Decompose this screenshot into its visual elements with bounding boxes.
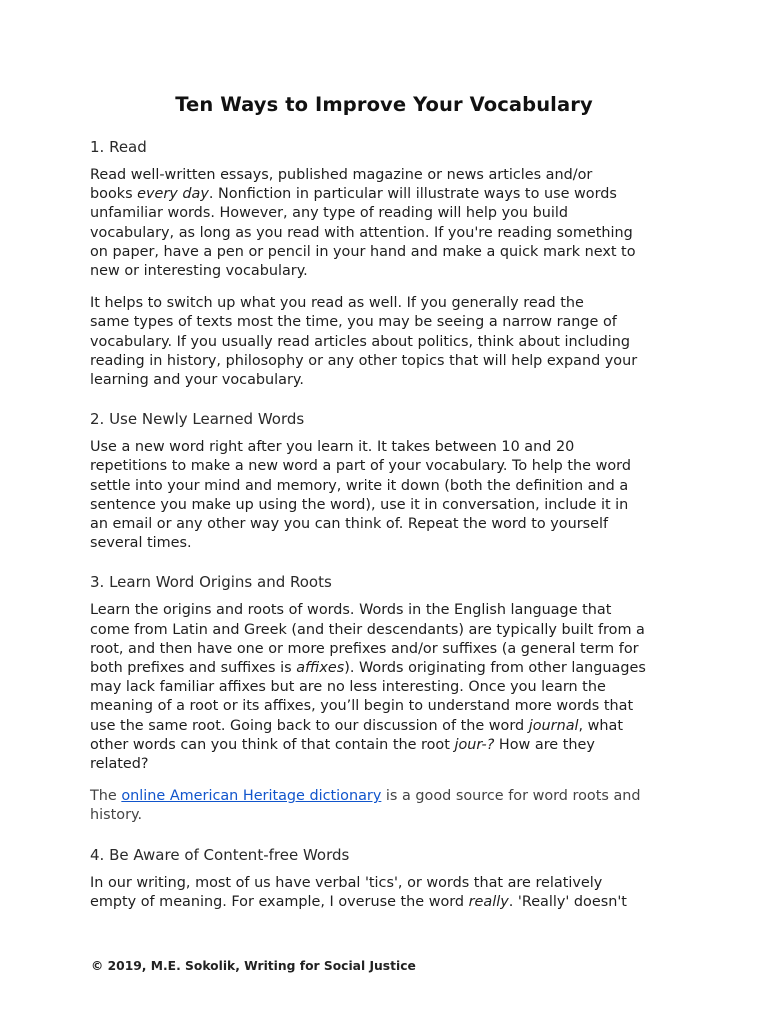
paragraph-line: It helps to switch up what you read as well. If you generally read the [90, 295, 584, 312]
section-word-origins [90, 572, 690, 825]
emphasized-text: really [468, 893, 509, 910]
section-heading: 3. Learn Word Origins and Roots [90, 573, 332, 592]
text-span: ). Words originating from other languages [344, 660, 646, 677]
paragraph-line: same types of texts most the time, you may be seeing a narrow range of [90, 314, 617, 331]
emphasized-text: every day [137, 186, 209, 203]
paragraph-line: root, and then have one or more prefixes and/or suffixes (a general term for [90, 640, 639, 657]
paragraph-line: learning and your vocabulary. [90, 372, 304, 389]
text-span: books [90, 186, 138, 203]
paragraph-line: settle into your mind and memory, write it down (both the definition and a [90, 477, 629, 494]
paragraph-line: vocabulary, as long as you read with attention. If you're reading something [90, 224, 633, 241]
emphasized-text: affixes [296, 660, 345, 677]
paragraph [90, 166, 690, 281]
paragraph-line: related? [90, 756, 149, 773]
paragraph-line: may lack familiar affixes but are no less interesting. Once you learn the [90, 679, 606, 696]
paragraph-line: Use a new word right after you learn it. It takes between 10 and 20 [90, 439, 575, 456]
text-span: use the same root. Going back to our discussion of the word [90, 717, 529, 734]
emphasized-text: jour-? [454, 736, 495, 753]
paragraph-line: new or interesting vocabulary. [90, 263, 308, 280]
paragraph-line [90, 736, 690, 755]
text-span: . Nonfiction in particular will illustrate ways to use words [208, 186, 617, 203]
text-span: . 'Really' doesn't [508, 893, 627, 910]
paragraph-line: repetitions to make a new word a part of your vocabulary. To help the word [90, 458, 631, 475]
paragraph-line: history. [90, 807, 143, 824]
section-heading: 1. Read [90, 138, 147, 156]
american-heritage-dictionary-link[interactable]: online American Heritage dictionary [121, 788, 382, 805]
paragraph-line [90, 185, 690, 204]
paragraph-line [90, 659, 690, 678]
paragraph-line: an email or any other way you can think of. Repeat the word to yourself [90, 516, 609, 533]
text-span: The [90, 788, 122, 805]
document-title: Ten Ways to Improve Your Vocabulary [175, 93, 593, 116]
paragraph [90, 601, 690, 774]
section-heading: 2. Use Newly Learned Words [90, 410, 305, 429]
section-read [90, 137, 690, 390]
paragraph-line [90, 893, 690, 912]
text-span: , what [578, 717, 624, 734]
paragraph-line: meaning of a root or its affixes, you’ll begin to understand more words that [90, 698, 634, 715]
text-span: is a good source for word roots and [381, 788, 641, 805]
paragraph-line: unfamiliar words. However, any type of reading will help you build [90, 205, 569, 222]
paragraph-line: on paper, have a pen or pencil in your hand and make a quick mark next to [90, 243, 636, 260]
paragraph [90, 874, 690, 912]
paragraph [90, 294, 690, 390]
paragraph-line: Learn the origins and roots of words. Words in the English language that [90, 602, 612, 619]
paragraph-line: Read well-written essays, published magazine or news articles and/or [90, 167, 593, 183]
paragraph-line [90, 717, 690, 736]
section-use-new-words [90, 409, 690, 553]
paragraph-line: come from Latin and Greek (and their descendants) are typically built from a [90, 621, 645, 638]
paragraph-line: vocabulary. If you usually read articles about politics, think about including [90, 333, 631, 350]
paragraph-line: several times. [90, 535, 192, 552]
text-span: both prefixes and suffixes is [90, 660, 297, 677]
section-content-free-words [90, 845, 690, 912]
emphasized-text: journal [528, 717, 579, 734]
paragraph-line: sentence you make up using the word), use it in conversation, include it in [90, 496, 629, 513]
text-span: empty of meaning. For example, I overuse the word [90, 893, 469, 910]
document-body [90, 137, 690, 912]
text-span: How are they [494, 736, 595, 753]
paragraph-line: reading in history, philosophy or any other topics that will help expand your [90, 352, 638, 369]
text-span: other words can you think of that contain the root [90, 736, 455, 753]
paragraph-line: In our writing, most of us have verbal 'tics', or words that are relatively [90, 874, 603, 891]
copyright-footer: © 2019, M.E. Sokolik, Writing for Social Justice [91, 959, 416, 973]
paragraph-line [90, 787, 690, 806]
paragraph-dictionary [90, 787, 690, 825]
paragraph [90, 438, 690, 553]
section-heading: 4. Be Aware of Content-free Words [90, 845, 350, 864]
